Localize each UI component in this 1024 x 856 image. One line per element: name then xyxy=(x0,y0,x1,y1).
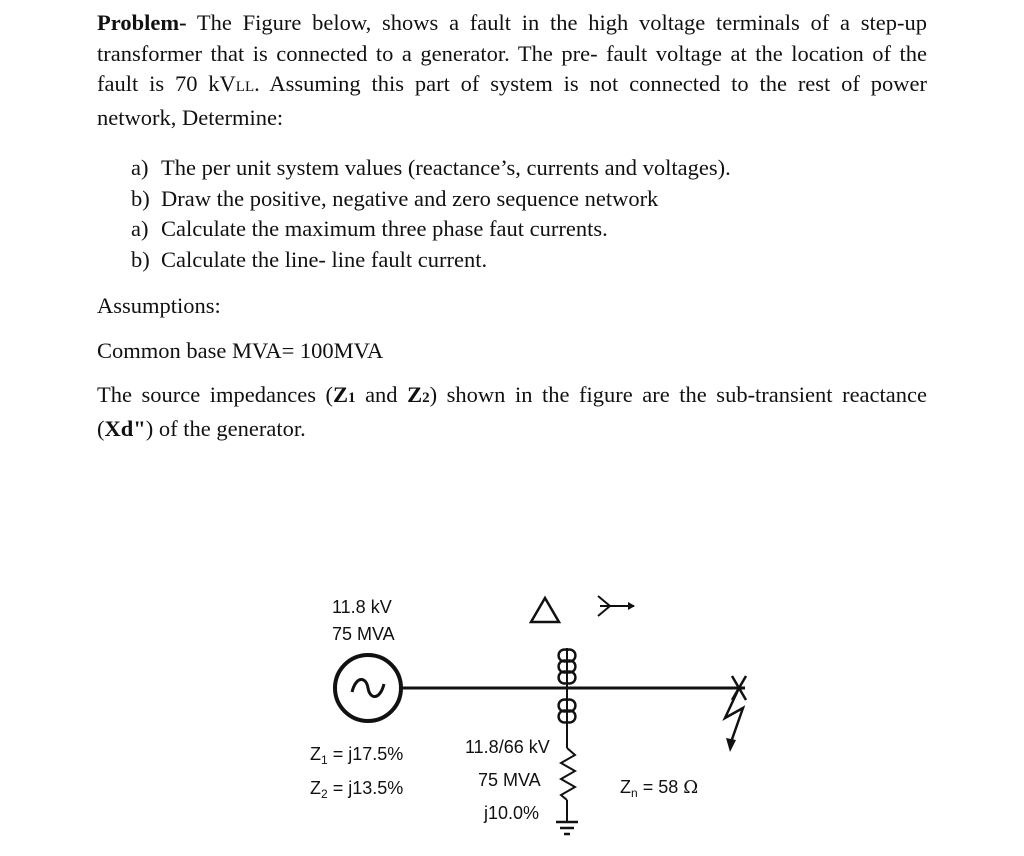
xd-symbol: Xd" xyxy=(104,415,146,441)
z2-label: $Z_2 = j13.5\%$ xyxy=(310,778,404,801)
secondary-winding xyxy=(567,700,575,723)
neutral-grounding-resistor xyxy=(561,733,575,822)
question-text: Draw the positive, negative and zero sequence network xyxy=(161,185,659,211)
transformer-voltage-label: 11.8/66 kV xyxy=(465,737,550,757)
problem-text-before: The Figure below, shows a fault in the high voltage terminals of a step-up transformer that is connected to a generator. The pre- fault voltage at the location of the fault is 70 kV xyxy=(97,10,927,96)
z1-subscript: 1 xyxy=(348,390,356,406)
generator-symbol xyxy=(335,655,401,721)
question-label: a) xyxy=(131,155,149,180)
source-note-text: The source impedances ( xyxy=(97,382,334,407)
source-note-text: ) of the generator. xyxy=(145,415,306,441)
source-note-text: and xyxy=(355,382,408,407)
secondary-winding xyxy=(567,650,575,684)
generator-mva-label: 75 MVA xyxy=(332,624,395,644)
resistor-zigzag xyxy=(561,748,575,800)
assumptions-heading: Assumptions: xyxy=(97,293,221,318)
problem-label: Problem- xyxy=(97,10,187,35)
question-label: b) xyxy=(131,185,150,211)
transformer-mva-label: 75 MVA xyxy=(478,770,541,790)
transformer-reactance-label: j10.0% xyxy=(484,803,540,823)
zn-label: $Z_n = 58$ Ω xyxy=(620,777,699,800)
question-text: The per unit system values (reactance’s, currents and voltages). xyxy=(161,155,731,180)
z1-symbol: Z xyxy=(333,382,349,407)
grounded-wye-icon xyxy=(598,596,635,616)
generator-voltage-label: 11.8 kV xyxy=(332,597,392,617)
problem-text-after: . Assuming this part of system is not connected to the rest of power network, Determine: xyxy=(97,71,927,130)
common-base-statement: Common base MVA= 100MVA xyxy=(97,337,384,363)
z1-label: $Z_1 = j17.5\%$ xyxy=(310,744,404,767)
source-note-text: ) shown in the figure are the sub-transient reactance ( xyxy=(97,382,927,441)
problem-subscript: LL xyxy=(235,79,255,95)
question-text: Calculate the line- line fault current. xyxy=(161,246,488,272)
question-text: Calculate the maximum three phase faut currents. xyxy=(161,216,608,241)
primary-winding xyxy=(559,650,567,684)
lightning-bolt-icon xyxy=(725,688,743,745)
z2-subscript: 2 xyxy=(422,390,430,406)
question-label: b) xyxy=(131,246,150,272)
question-label: a) xyxy=(131,216,149,241)
delta-connection-icon xyxy=(531,598,559,622)
generator-sine-icon xyxy=(352,679,384,696)
transformer-symbol xyxy=(559,648,576,733)
ground-icon xyxy=(556,822,578,834)
z2-symbol: Z xyxy=(407,382,423,407)
